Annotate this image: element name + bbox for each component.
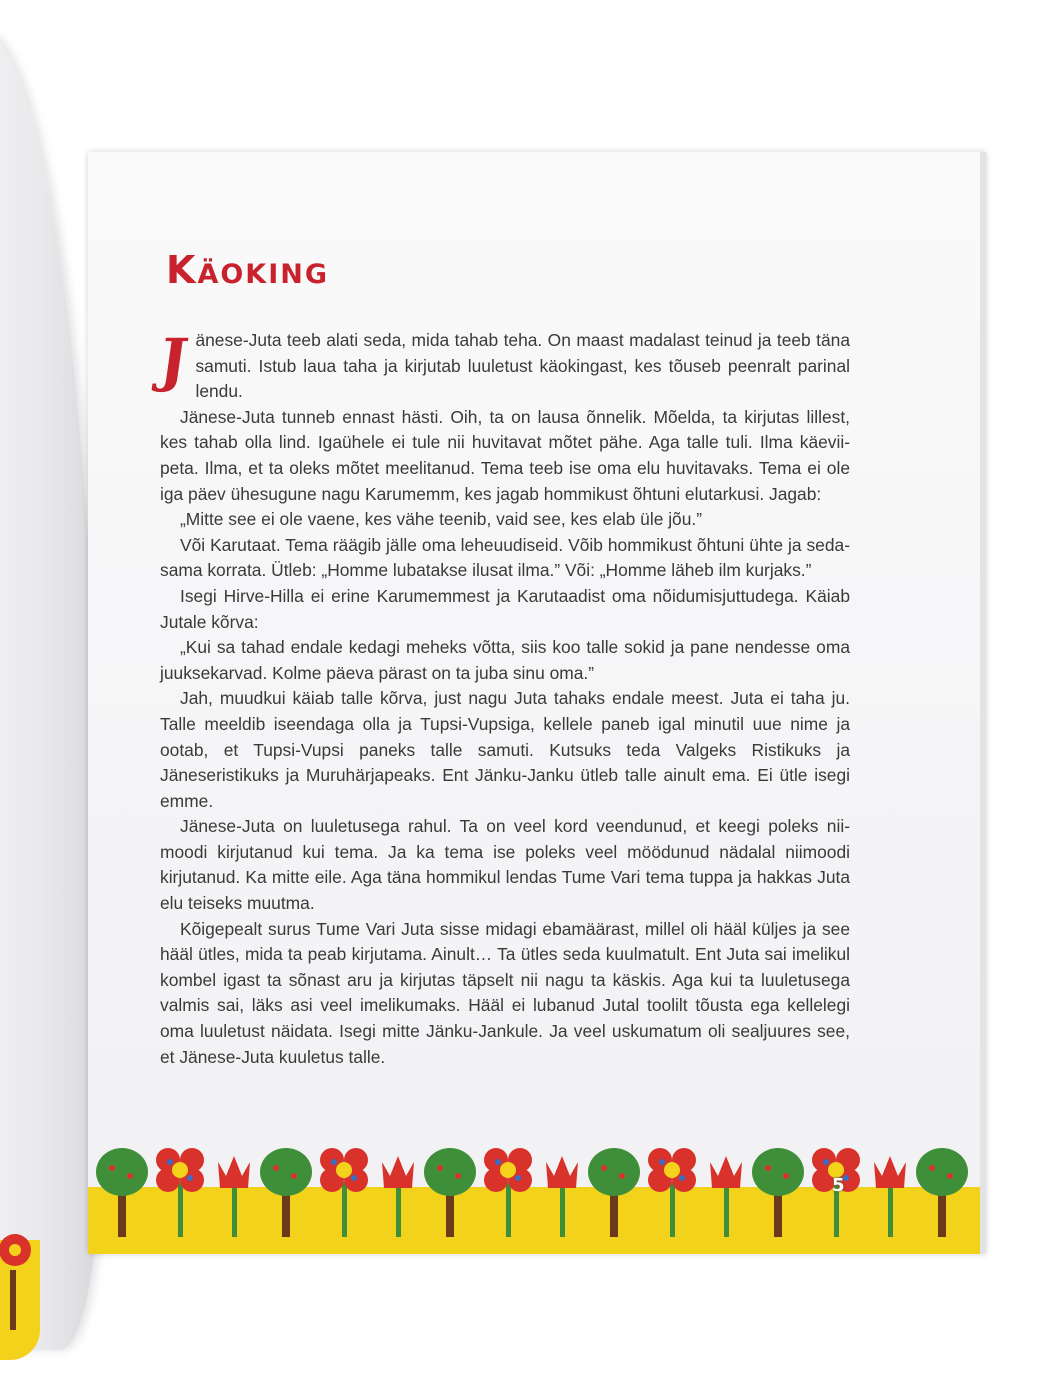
book-page [88, 152, 986, 1254]
page-number: 5 [832, 1175, 845, 1196]
left-page-decorative-border [0, 1200, 40, 1360]
paragraph-9: Kõigepealt surus Tume Vari Juta sisse midagi ebamäärast, millel oli hääl küljes ja see hääl ütles, mida ta peab kirjutama. Ainult… Ta ütles seda kuulmatult. Ent Juta sai imelikul kombel igast ta sõnast aru ja kirjutas täpselt nii nagu ta käskis. Aga kui ta luuletusega valmis sai, läks asi veel imelikumaks. Hääl ei lubanud Jutal toolilt tõusta ega kellelegi oma luuletust näidata. Isegi mitte Jänku-Jankule. Ja veel uskumatum oli sealjuures see, et Jänese-Juta kuuletus talle. [160, 918, 850, 1067]
paragraph-8: Jänese-Juta on luuletusega rahul. Ta on veel kord veendunud, et keegi poleks nii- moodi kirjutanud kui tema. Ja ka tema ise poleks veel möödunud nädalal niimoodi kirjutanud. Ka mitte eile. Aga täna hommikul lendas Tume Vari tema tuppa ja hakkas Juta elu teiseks muutma. [160, 816, 850, 914]
paragraph-6: „Kui sa tahad endale kedagi meheks võtta, siis koo talle sokid ja pane nendesse oma juuksekarvad. Kolme päeva pärast on ta juba sinu oma.” [160, 637, 850, 683]
chapter-text [155, 326, 850, 1070]
decorative-flower-tree-border [88, 1142, 980, 1254]
dropcap-letter: J [155, 326, 193, 394]
paragraph-1-text: änese-Juta teeb alati seda, mida tahab teha. On maast madalast teinud ja teeb täna samuti. Istub laua taha ja kirjutab luuletust käokingast, kes tõuseb peenralt parinal lendu. [195, 330, 850, 402]
paragraph-7: Jah, muudkui käiab talle kõrva, just nagu Juta tahaks endale meest. Juta ei taha ju. Talle meeldib iseendaga olla ja Tupsi-Vupsiga, kellele paneb igal minutil uue nime ja ootab, et Tupsi-Vupsi paneks talle samuti. Kutsuks teda Valgeks Ristikuks ja Jäneseristikuks ja Muruhärjapeaks. Ent Jänku-Janku ütleb talle ainult ema. Ei ütle isegi emme. [160, 688, 850, 811]
paragraph-4: Või Karutaat. Tema räägib jälle oma leheuudiseid. Võib hommikust õhtuni ühte ja seda- sama korrata. Ütleb: „Homme lubatakse ilusat ilma.” Või: „Homme läheb ilm kurjaks.” [160, 534, 850, 581]
paragraph-5: Isegi Hirve-Hilla ei erine Karumemmest ja Karutaadist oma nõidumisjuttudega. Käiab Jutale kõrva: [160, 585, 850, 632]
paragraph-1 [155, 326, 850, 405]
chapter-title: Käoking [166, 248, 330, 292]
paragraph-2: Jänese-Juta tunneb ennast hästi. Oih, ta on lausa õnnelik. Mõelda, ta kirjutas lillest, kes tahab olla lind. Igaühele ei tule nii huvitavat mõtet pähe. Aga talle tuli. Ilma käevii- peta. Ilma, et ta oleks mõtet meelitanud. Tema teeb ise oma elu huvitavaks. Tema ei ole iga päev ühesugune nagu Karumemm, kes jagab hommikust õhtuni elutarkusi. Jagab: [160, 406, 850, 504]
paragraph-3: „Mitte see ei ole vaene, kes vähe teenib, vaid see, kes elab üle jõu.” [180, 509, 703, 530]
left-page-edge [0, 30, 100, 1350]
